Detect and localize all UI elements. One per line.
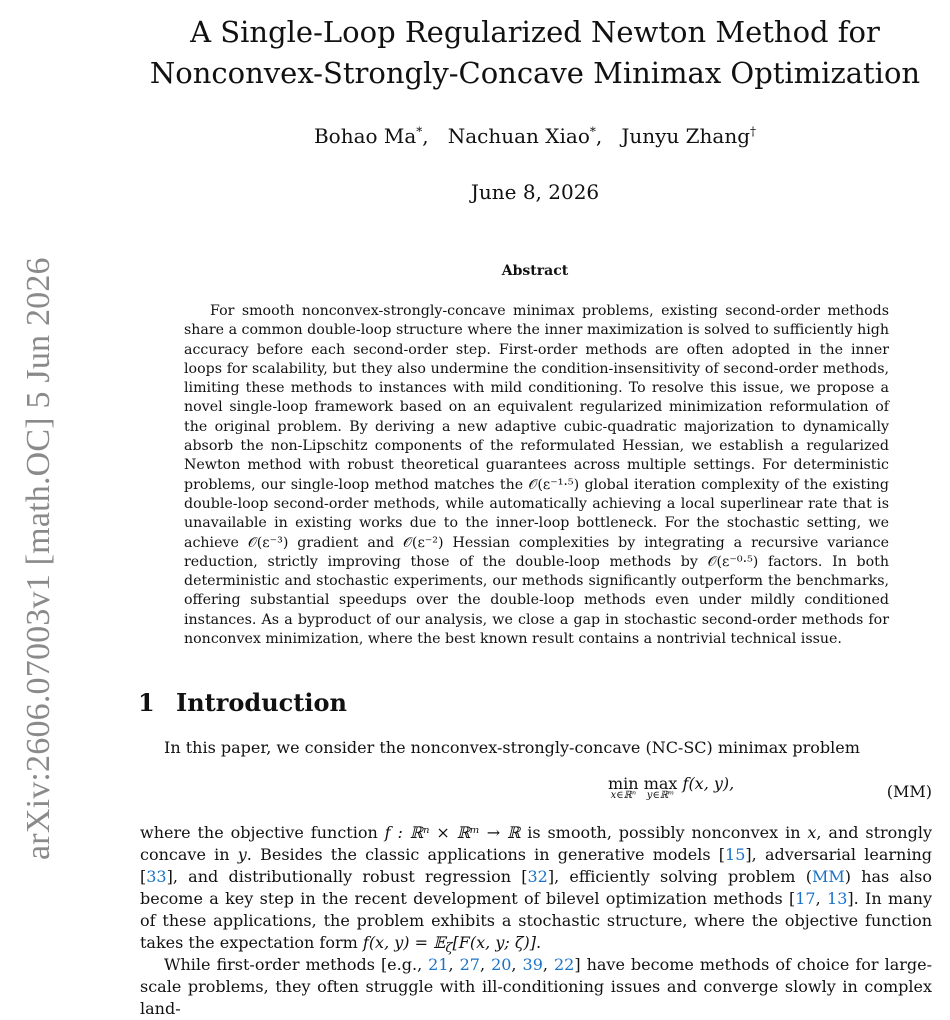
equation-ref-link[interactable]: MM	[811, 867, 845, 886]
author-3: Junyu Zhang†	[621, 124, 757, 148]
citation-link[interactable]: 17	[795, 889, 816, 908]
author-3-mark: †	[750, 124, 757, 139]
min-operator: min x∈ℝⁿ	[608, 774, 639, 801]
citation-link[interactable]: 33	[146, 867, 167, 886]
citation-link[interactable]: 13	[827, 889, 848, 908]
section-number: 1	[138, 688, 155, 717]
objective-expression: f(x, y),	[682, 774, 735, 793]
citation-link[interactable]: 20	[491, 955, 512, 974]
citation-link[interactable]: 32	[527, 867, 548, 886]
title-line-2: Nonconvex-Strongly-Concave Minimax Optimization	[149, 56, 921, 90]
publication-date: June 8, 2026	[470, 180, 600, 204]
author-list	[140, 124, 930, 148]
citation-link[interactable]: 15	[725, 845, 746, 864]
intro-paragraph-1: In this paper, we consider the nonconvex-strongly-concave (NC-SC) minimax problem	[164, 738, 860, 757]
citation-link[interactable]: 27	[459, 955, 480, 974]
author-2-mark: *	[589, 124, 596, 139]
equation-body	[608, 774, 734, 801]
arxiv-identifier-stamp: arXiv:2606.07003v1 [math.OC] 5 Jun 2026	[20, 257, 57, 860]
author-1-mark: *	[416, 124, 423, 139]
author-1: Bohao Ma*,	[313, 124, 429, 148]
citation-link[interactable]: 39	[522, 955, 543, 974]
paper-title	[140, 12, 930, 94]
minimax-equation	[140, 774, 932, 814]
author-2: Nachuan Xiao*,	[447, 124, 603, 148]
intro-paragraph-3: While first-order methods [e.g., 21, 27, 20, 39, 22] have become methods of choice for large-scale problems, they often struggle with ill-conditioning issues and converge slowly in complex land-	[140, 955, 932, 1018]
title-line-1: A Single-Loop Regularized Newton Method for	[190, 15, 880, 49]
abstract-heading: Abstract	[501, 263, 569, 279]
section-heading-introduction	[138, 688, 928, 717]
abstract-body: For smooth nonconvex-strongly-concave minimax problems, existing second-order methods share a common double-loop structure where the inner maximization is solved to sufficiently high accuracy before each second-order step. First-order methods are often adopted in the inner loops for scalability, but they also undermine the condition-insensitivity of second-order methods, limiting these methods to instances with mild conditioning. To resolve this issue, we propose a novel single-loop framework based on an equivalent regularized minimization reformulation of the original problem. By deriving a new adaptive cubic-quadratic majorization to dynamically absorb the non-Lipschitz components of the reformulated Hessian, we establish a regularized Newton method with robust theoretical guarantees across multiple settings. For deterministic problems, our single-loop method matches the 𝒪(ε⁻¹·⁵) global iteration complexity of the existing double-loop second-order methods, while automatically achieving a local superlinear rate that is unavailable in existing works due to the inner-loop bottleneck. For the stochastic setting, we achieve 𝒪(ε⁻³) gradient and 𝒪(ε⁻²) Hessian complexities by integrating a recursive variance reduction, strictly improving those of the double-loop methods by 𝒪(ε⁻⁰·⁵) factors. In both deterministic and stochastic experiments, our methods significantly outperform the benchmarks, offering substantial speedups over the double-loop methods even under mildly conditioned instances. As a byproduct of our analysis, we close a gap in stochastic second-order methods for nonconvex minimization, where the best known result contains a nontrivial technical issue.	[184, 303, 889, 648]
equation-tag: (MM)	[886, 782, 932, 801]
intro-paragraph-2: where the objective function f : ℝⁿ × ℝᵐ → ℝ is smooth, possibly nonconvex in x, and strongly concave in y. Besides the classic applications in generative models [15], adversarial learning [33], and distributionally robust regression [32], efficiently solving problem (MM) has also become a key step in the recent development of bilevel optimization methods [17, 13]. In many of these applications, the problem exhibits a stochastic structure, where the objective function takes the expectation form f(x, y) = 𝔼$_\zeta$[F(x, y; ζ)].	[140, 823, 933, 957]
citation-link[interactable]: 22	[553, 955, 575, 974]
citation-link[interactable]: 21	[428, 955, 449, 974]
section-title: Introduction	[176, 688, 347, 717]
max-operator: max y∈ℝᵐ	[643, 774, 678, 801]
